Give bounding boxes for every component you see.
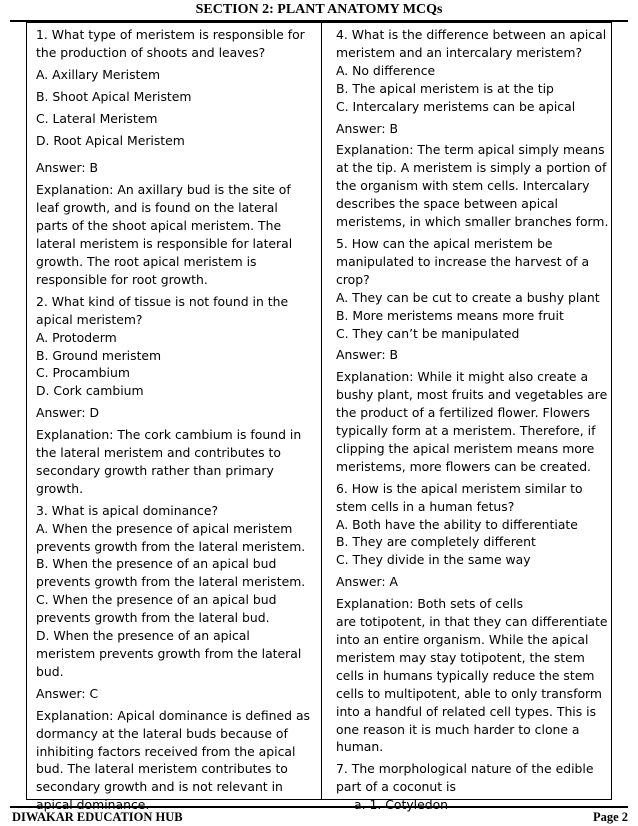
explanation-line: at the tip. A meristem is simply a portion of xyxy=(336,160,607,176)
option-line: meristem prevents growth from the lateral xyxy=(36,646,302,661)
explanation-line: the lateral meristem and contributes to xyxy=(36,445,281,461)
option-line: bud. xyxy=(36,663,64,679)
right-column xyxy=(336,26,608,814)
explanation-line: meristems, in which smaller branches form. xyxy=(336,214,609,230)
page-number: Page 2 xyxy=(592,810,628,824)
question-6-line: 6. How is the apical meristem similar to xyxy=(336,480,583,496)
footer-rule xyxy=(10,806,628,808)
explanation-line: lateral meristem is responsible for lateral xyxy=(36,236,293,252)
question-7-line: part of a coconut is xyxy=(336,779,456,795)
answer-line: Answer: C xyxy=(36,685,99,701)
option-line: B. Shoot Apical Meristem xyxy=(36,88,192,104)
question-7-line: 7. The morphological nature of the edible xyxy=(336,761,594,777)
option-line: C. They can’t be manipulated xyxy=(336,325,520,341)
option-line: B. The apical meristem is at the tip xyxy=(336,80,554,96)
explanation-line: meristems, more flowers can be created. xyxy=(336,458,591,474)
option-line: B. They are completely different xyxy=(336,534,536,550)
explanation-line: Explanation: While it might also create a xyxy=(336,369,589,385)
explanation-line: into an entire organism. While the apical xyxy=(336,632,589,647)
explanation-line: describes the space between apical xyxy=(336,196,559,212)
explanation-line: meristem may stay totipotent, the stem xyxy=(336,649,585,665)
option-line: A. They can be cut to create a bushy plant xyxy=(336,289,600,305)
question-1-line: the production of shoots and leaves? xyxy=(36,44,266,60)
answer-line: Answer: B xyxy=(36,160,99,176)
explanation-line: Explanation: Both sets of cells xyxy=(336,596,524,612)
question-5-line: manipulated to increase the harvest of a xyxy=(336,253,590,269)
explanation-line: human. xyxy=(336,739,384,755)
section-title: SECTION 2: PLANT ANATOMY MCQs xyxy=(195,2,443,17)
explanation-line: are totipotent, in that they can differentiate xyxy=(336,614,608,630)
option-line: C. Lateral Meristem xyxy=(36,110,158,126)
option-line: C. Intercalary meristems can be apical xyxy=(336,98,576,114)
option-line: prevents growth from the lateral meristem. xyxy=(36,574,306,590)
explanation-line: Explanation: The term apical simply means xyxy=(336,142,605,158)
explanation-line: one reason it is much harder to clone a xyxy=(336,721,580,737)
answer-line: Answer: D xyxy=(36,405,100,421)
option-line: D. Cork cambium xyxy=(36,383,144,399)
explanation-line: bushy plant, most fruits and vegetables are xyxy=(336,387,608,403)
answer-line: Answer: B xyxy=(336,347,399,363)
explanation-line: apical dominance. xyxy=(36,797,150,813)
explanation-line: responsible for root growth. xyxy=(36,271,208,287)
explanation-line: the organism with stem cells. Intercalary xyxy=(336,178,590,194)
option-line: prevents growth from the lateral meristem. xyxy=(36,538,306,554)
explanation-line: cells in humans typically reduce the stem xyxy=(336,667,595,683)
option-line: B. When the presence of an apical bud xyxy=(36,556,277,572)
option-line: C. When the presence of an apical bud xyxy=(36,592,277,608)
explanation-line: typically form at a meristem. Therefore, if xyxy=(336,423,596,439)
option-line: B. Ground meristem xyxy=(36,347,162,363)
explanation-line: bud. The lateral meristem contributes to xyxy=(36,761,288,777)
column-divider xyxy=(321,22,322,800)
question-5-line: 5. How can the apical meristem be xyxy=(336,235,553,251)
explanation-line: the product of a fertilized flower. Flowers xyxy=(336,405,590,421)
option-line: C. They divide in the same way xyxy=(336,552,531,568)
question-4-line: meristem and an intercalary meristem? xyxy=(336,44,583,60)
question-1-line: 1. What type of meristem is responsible for xyxy=(36,27,305,42)
option-line: prevents growth from the lateral bud. xyxy=(36,610,270,626)
explanation-line: growth. The root apical meristem is xyxy=(36,253,257,269)
question-2-line: apical meristem? xyxy=(36,311,143,327)
explanation-line: Explanation: Apical dominance is defined as xyxy=(36,707,311,723)
option-line: A. Both have the ability to differentiate xyxy=(336,516,578,532)
explanation-line: growth. xyxy=(36,480,84,496)
option-line: A. Protoderm xyxy=(36,329,117,345)
option-line: C. Procambium xyxy=(36,365,130,381)
question-2-line: 2. What kind of tissue is not found in the xyxy=(36,293,289,309)
left-column xyxy=(36,26,318,814)
publisher-name: DIWAKAR EDUCATION HUB xyxy=(12,810,183,824)
explanation-line: Explanation: An axillary bud is the site of xyxy=(36,182,291,198)
question-6-line: stem cells in a human fetus? xyxy=(336,498,515,514)
option-line: B. More meristems means more fruit xyxy=(336,307,564,323)
explanation-line: secondary growth and is not relevant in xyxy=(36,779,283,795)
explanation-line: parts of the shoot apical meristem. The xyxy=(36,218,282,234)
explanation-line: dormancy at the lateral buds because of xyxy=(36,725,288,741)
explanation-line: inhibiting factors received from the apical xyxy=(36,743,296,759)
question-5-line: crop? xyxy=(336,271,370,287)
option-line: a. 1. Cotyledon xyxy=(354,797,449,813)
answer-line: Answer: B xyxy=(336,120,399,136)
answer-line: Answer: A xyxy=(336,574,399,590)
explanation-line: secondary growth rather than primary xyxy=(36,462,274,478)
explanation-line: into a handful of related cell types. This is xyxy=(336,703,597,719)
option-line: A. When the presence of apical meristem xyxy=(36,520,293,536)
explanation-line: clipping the apical meristem means more xyxy=(336,440,595,456)
explanation-line: Explanation: The cork cambium is found in xyxy=(36,427,302,443)
option-line: A. No difference xyxy=(336,62,436,78)
question-3-line: 3. What is apical dominance? xyxy=(36,502,219,518)
option-line: A. Axillary Meristem xyxy=(36,66,161,82)
explanation-line: leaf growth, and is found on the lateral xyxy=(36,200,278,216)
question-4-line: 4. What is the difference between an apical xyxy=(336,27,607,42)
explanation-line: cells to multipotent, able to only transform xyxy=(336,685,603,701)
option-line: D. Root Apical Meristem xyxy=(36,132,185,148)
option-line: D. When the presence of an apical xyxy=(36,628,250,644)
